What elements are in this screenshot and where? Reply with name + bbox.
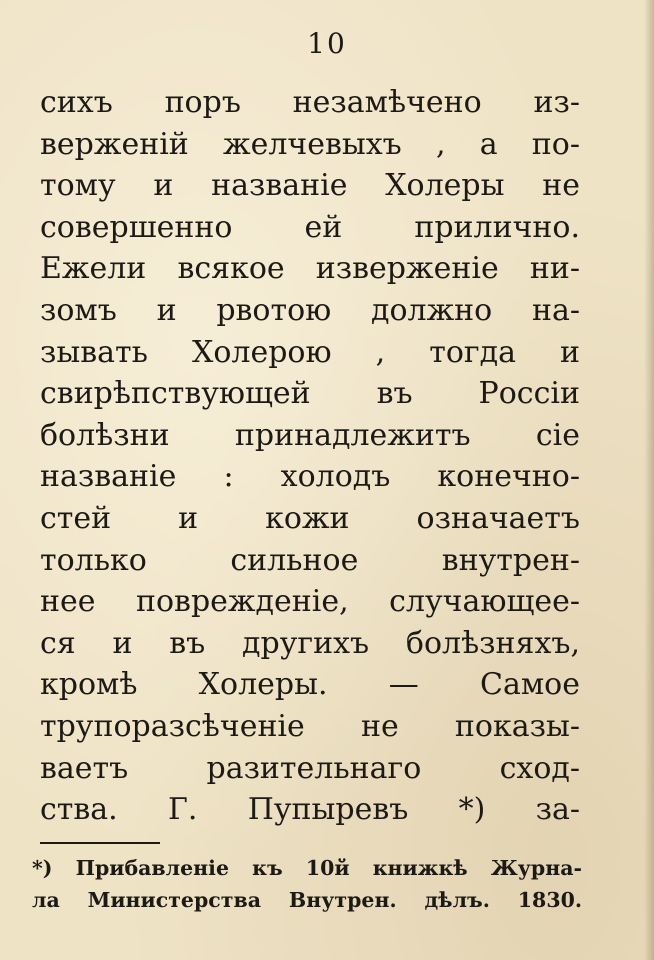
footnote-divider <box>40 842 160 844</box>
body-line: трупоразсѣченіе не показы- <box>40 708 580 744</box>
body-line: ства. Г. Пупыревъ *) за- <box>40 792 580 828</box>
footnote <box>32 852 582 916</box>
body-line: свирѣпствующей въ Россіи <box>40 376 580 412</box>
body-text <box>40 82 580 831</box>
body-line: Ежели всякое изверженіе ни- <box>40 251 580 287</box>
body-line: только сильное внутрен- <box>40 542 580 578</box>
body-line: ся и въ другихъ болѣзняхъ, <box>40 625 580 661</box>
body-line: совершенно ей прилично. <box>40 209 580 245</box>
page-edge-shadow <box>644 0 654 960</box>
page-number: 10 <box>307 27 347 60</box>
body-line: зомъ и рвотою должно на- <box>40 292 580 328</box>
body-line: нее поврежденіе, случающее- <box>40 584 580 620</box>
footnote-line: ла Министерства Внутрен. дѣлъ. 1830. <box>32 888 582 912</box>
body-line: названіе : холодъ конечно- <box>40 459 580 495</box>
body-line: верженій желчевыхъ , а по- <box>40 126 580 162</box>
body-line: сихъ поръ незамѣчено из- <box>40 85 580 120</box>
body-line: тому и названіе Холеры не <box>40 168 580 204</box>
body-line: стей и кожи означаетъ <box>40 500 580 536</box>
body-line: ваетъ разительнаго сход- <box>40 750 580 786</box>
body-line: зывать Холерою , тогда и <box>40 334 580 370</box>
footnote-line: *) Прибавленіе къ 10й книжкѣ Журна- <box>32 856 582 880</box>
body-line: болѣзни принадлежитъ сіе <box>40 417 580 453</box>
body-line: кромѣ Холеры. — Самое <box>40 667 580 703</box>
